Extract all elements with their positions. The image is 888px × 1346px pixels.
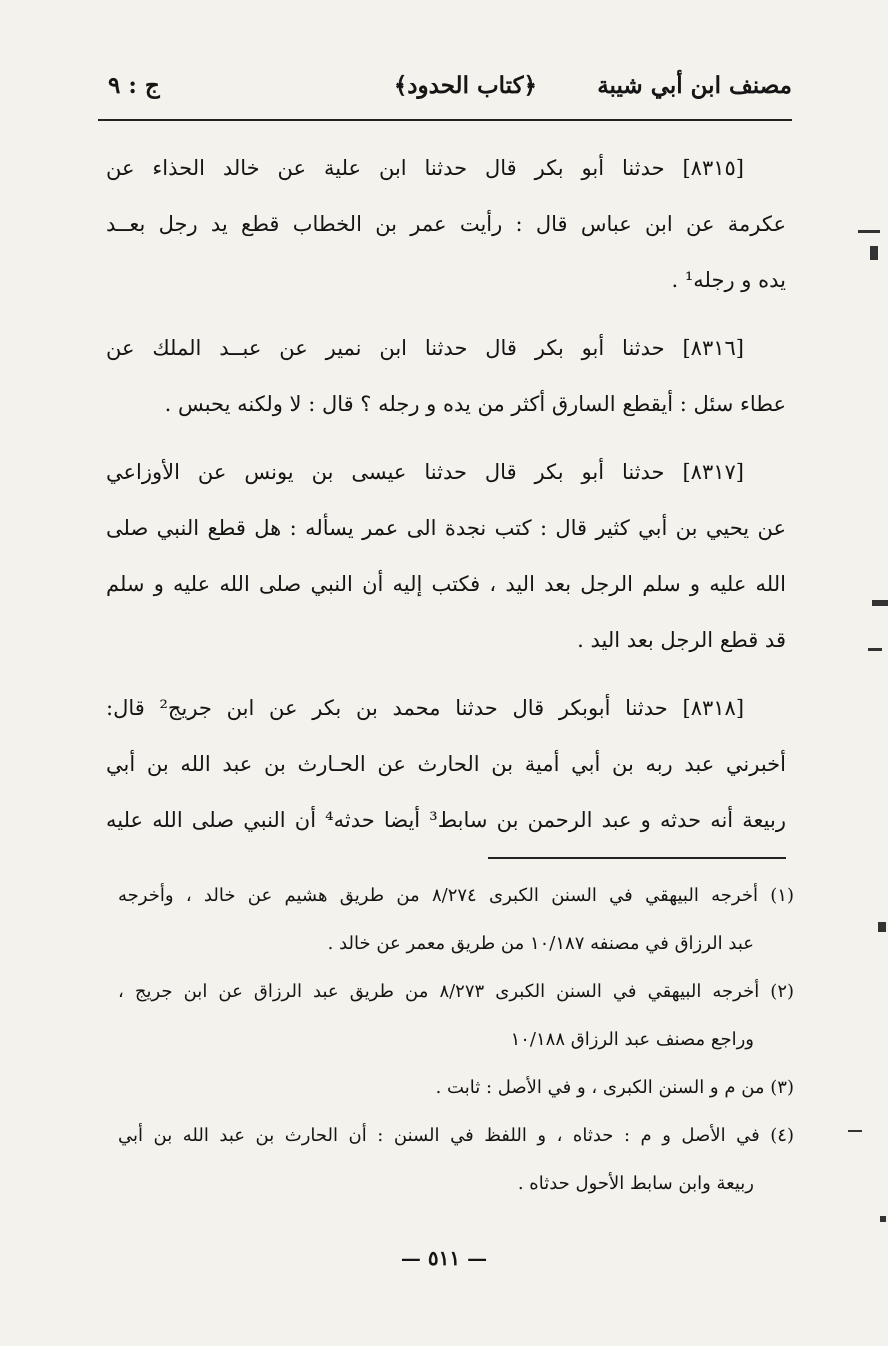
text-line: [٨٣١٧] حدثنا أبو بكر قال حدثنا عيسى بن يونس عن الأوزاعي [106,460,744,484]
text-line: قد قطع الرجل بعد اليد . [577,628,786,652]
main-text [106,140,786,860]
footnote-3 [118,1064,794,1112]
hadith-8316 [106,320,786,432]
text-line: يده و رجله¹ . [671,268,786,292]
footnote-line: وراجع مصنف عبد الرزاق ١٠/١٨٨ [510,1029,754,1050]
chapter-title: ﴿كتاب الحدود﴾ [393,72,537,99]
footnote-1 [118,872,794,968]
footnote-4 [118,1112,794,1208]
scan-speck [870,246,878,260]
page-header [98,72,792,114]
page-number: — ٥١١ — [400,1246,488,1270]
text-line: الله عليه و سلم الرجل بعد اليد ، فكتب إليه أن النبي صلى الله عليه و سلم [106,572,786,596]
scan-speck [848,1130,862,1132]
hadith-8317 [106,444,786,668]
footnote-line: (٣) من م و السنن الكبرى ، و في الأصل : ثابت . [435,1077,794,1098]
footnote-line: (٤) في الأصل و م : حدثاه ، و اللفظ في السنن : أن الحارث بن عبد الله بن أبي [118,1125,794,1146]
footnote-2 [118,968,794,1064]
scan-speck [878,922,886,932]
footnote-line: (٢) أخرجه البيهقي في السنن الكبرى ٨/٢٧٣ من طريق عبد الرزاق عن ابن جريج ، [118,981,794,1002]
text-line: عكرمة عن ابن عباس قال : رأيت عمر بن الخطاب قطع يد رجل بعــد [106,212,786,236]
text-line: ربيعة أنه حدثه و عبد الرحمن بن سابط³ أيضا حدثه⁴ أن النبي صلى الله عليه [106,808,786,832]
scan-speck [872,600,888,606]
footnote-divider [488,857,786,859]
text-line: عن يحيي بن أبي كثير قال : كتب نجدة الى عمر يسأله : هل قطع النبي صلى [106,516,786,540]
footnotes [118,872,794,1208]
book-title: مصنف ابن أبي شيبة [597,72,792,99]
text-line: أخبرني عبد ربه بن أبي أمية بن الحارث عن الحـارث بن عبد الله بن أبي [106,752,786,776]
scan-speck [880,1216,886,1222]
footnote-line: (١) أخرجه البيهقي في السنن الكبرى ٨/٢٧٤ من طريق هشيم عن خالد ، وأخرجه [118,885,794,906]
scan-speck [858,230,880,233]
hadith-8315 [106,140,786,308]
volume-number: ج : ٩ [108,72,160,99]
text-line: [٨٣١٦] حدثنا أبو بكر قال حدثنا ابن نمير عن عبــد الملك عن [106,336,744,360]
hadith-8318 [106,680,786,848]
footnote-line: عبد الرزاق في مصنفه ١٠/١٨٧ من طريق معمر عن خالد . [327,933,754,954]
header-divider [98,119,792,121]
footnote-line: ربيعة وابن سابط الأحول حدثاه . [517,1173,754,1194]
scan-speck [868,648,882,651]
text-line: عطاء سئل : أيقطع السارق أكثر من يده و رجله ؟ قال : لا ولكنه يحبس . [164,392,786,416]
text-line: [٨٣١٥] حدثنا أبو بكر قال حدثنا ابن علية عن خالد الحذاء عن [106,156,744,180]
text-line: [٨٣١٨] حدثنا أبوبكر قال حدثنا محمد بن بكر عن ابن جريج² قال: [106,696,745,720]
